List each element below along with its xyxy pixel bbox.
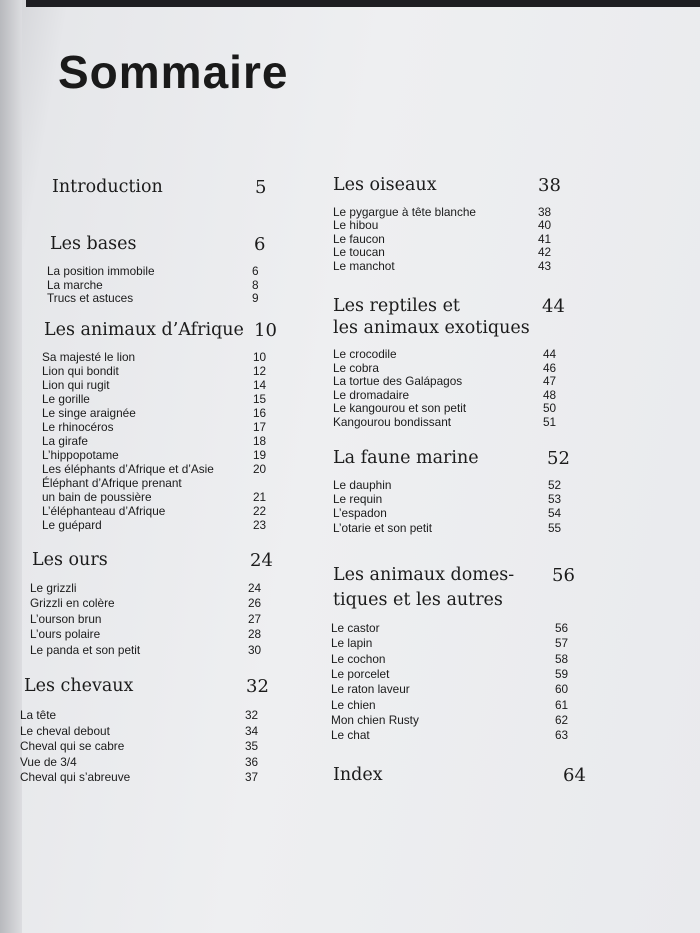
toc-entry: [30, 642, 262, 657]
toc-entry-label: La marche: [47, 277, 103, 292]
toc-entry-label: Le toucan: [333, 245, 385, 260]
toc-entry-label: Le cochon: [331, 651, 386, 666]
toc-entry-page: 16: [253, 406, 267, 420]
section-heading-introduction: [52, 177, 267, 198]
toc-entry-label: Le dromadaire: [333, 387, 410, 402]
section-page-number: 52: [547, 448, 570, 469]
toc-entry-page: 15: [253, 392, 267, 406]
toc-entry-page: 8: [252, 277, 259, 292]
toc-entry-page: 44: [543, 347, 557, 361]
toc-entry: [333, 506, 562, 521]
toc-entry-page: 55: [548, 520, 562, 535]
section-heading-les-chevaux: [24, 676, 269, 697]
toc-entry: [20, 708, 259, 722]
toc-entry-page: 42: [538, 245, 552, 260]
toc-entry: [331, 728, 569, 743]
toc-entry: [42, 406, 267, 420]
toc-entry-label: Le lapin: [331, 636, 373, 651]
toc-entry-page: 18: [253, 434, 267, 448]
section-title: Les chevaux: [24, 676, 134, 696]
section-page-number: 32: [246, 676, 269, 697]
toc-entry: [331, 621, 569, 635]
toc-entry-page: 59: [555, 666, 569, 681]
toc-entry-label: Le hibou: [333, 218, 379, 233]
toc-entry: [47, 291, 259, 306]
section-page-number: 5: [255, 177, 267, 198]
toc-entry: [333, 478, 562, 492]
section-page-number: 6: [254, 234, 266, 255]
section-title: Les oiseaux: [333, 175, 437, 195]
toc-entry-label: La tête: [20, 708, 57, 722]
toc-entry: [42, 350, 267, 364]
toc-entry-page: 48: [543, 387, 557, 402]
toc-entry-page: 56: [555, 621, 569, 635]
section-page-number: 38: [538, 175, 561, 196]
toc-entry-label: Kangourou bondissant: [333, 415, 452, 429]
section-heading-les-oiseaux: [333, 175, 561, 196]
toc-entry: [333, 258, 552, 273]
toc-entry-page: 60: [555, 682, 569, 697]
toc-entry-page: 41: [538, 231, 552, 246]
toc-entry-label: Le crocodile: [333, 347, 397, 361]
toc-entry: [20, 754, 259, 769]
section-heading-les-animaux-domes: [333, 565, 575, 586]
toc-entry-page: 30: [248, 642, 262, 657]
toc-entry: [42, 392, 267, 406]
toc-entry-label: Lion qui rugit: [42, 378, 110, 392]
section-heading-continued: les animaux exotiques: [333, 318, 530, 338]
toc-entry-page: 52: [548, 478, 562, 492]
toc-entry-page: 24: [248, 581, 262, 595]
toc-entry-label: Le chat: [331, 728, 370, 743]
section-title: Introduction: [52, 177, 163, 197]
toc-entry: [42, 462, 267, 476]
toc-entry-page: 28: [248, 627, 262, 642]
toc-entry-label: Le singe araignée: [42, 406, 136, 420]
toc-entry-page: 21: [253, 490, 267, 504]
toc-entry-label: Le chien: [331, 697, 376, 712]
toc-entry: [331, 682, 569, 697]
toc-entry-label: Le rhinocéros: [42, 420, 114, 434]
toc-entry-page: 10: [253, 350, 267, 364]
toc-entry: [333, 205, 552, 219]
toc-entry-label: Sa majesté le lion: [42, 350, 136, 364]
toc-entry-page: 12: [253, 364, 267, 378]
toc-entry: [42, 518, 267, 532]
toc-entry-page: 40: [538, 218, 552, 233]
section-title: La faune marine: [333, 448, 479, 468]
toc-entry-label: Le grizzli: [30, 581, 77, 595]
toc-entry-page: 34: [245, 723, 259, 738]
toc-entry-page: 36: [245, 754, 259, 769]
toc-entry-label: L’otarie et son petit: [333, 520, 433, 535]
toc-entry-label: Le requin: [333, 492, 383, 507]
toc-entry: [333, 492, 562, 507]
section-page-number: 24: [250, 550, 273, 571]
toc-entry: [333, 401, 557, 416]
toc-entry: [331, 712, 569, 727]
toc-entry-label: L’hippopotame: [42, 448, 119, 462]
toc-entry: [42, 476, 182, 490]
toc-entry-page: 57: [555, 636, 569, 651]
toc-entry-label: Le dauphin: [333, 478, 392, 492]
toc-entry-label: Le porcelet: [331, 666, 390, 681]
toc-entry: [30, 581, 262, 595]
toc-entry-page: 51: [543, 415, 557, 429]
section-heading-les-animaux-d-afrique: [44, 320, 277, 341]
toc-entry: [42, 490, 267, 504]
toc-entry: [30, 627, 262, 642]
toc-entry-label: Le gorille: [42, 392, 90, 406]
section-title: Les bases: [50, 234, 137, 254]
book-spine-edge: [0, 0, 22, 933]
toc-entry-label: Le pygargue à tête blanche: [333, 205, 476, 219]
toc-entry: [42, 434, 267, 448]
toc-entry: [331, 636, 569, 651]
toc-entry: [331, 651, 569, 666]
toc-entry-page: 62: [555, 712, 569, 727]
toc-entry: [30, 596, 262, 611]
section-heading-les-bases: [50, 234, 266, 255]
toc-entry-page: 58: [555, 651, 569, 666]
toc-entry-label: Le cheval debout: [20, 723, 110, 738]
toc-entry-page: 23: [253, 518, 267, 532]
toc-entry-page: 50: [543, 401, 557, 416]
toc-entry-label: L’ourson brun: [30, 611, 102, 626]
toc-entry: [333, 520, 562, 535]
toc-entry: [42, 364, 267, 378]
toc-entry: [333, 347, 557, 361]
toc-entry: [333, 360, 557, 375]
toc-entry-page: 14: [253, 378, 267, 392]
toc-entry-page: 9: [252, 291, 259, 306]
toc-entry: [47, 277, 259, 292]
section-heading-la-faune-marine: [333, 448, 570, 469]
section-title: Les animaux d’Afrique: [44, 320, 244, 340]
toc-entry-label: Le faucon: [333, 231, 385, 246]
toc-entry-page: 46: [543, 360, 557, 375]
section-title: Les animaux domes-: [333, 565, 515, 585]
section-heading-index: [333, 765, 586, 786]
toc-entry: [20, 739, 259, 754]
section-page-number: 44: [542, 296, 565, 317]
section-page-number: 56: [552, 565, 575, 586]
page-title: Sommaire: [58, 46, 289, 98]
top-dark-edge: [26, 0, 700, 7]
toc-entry-page: 54: [548, 506, 562, 521]
section-title: Index: [333, 765, 383, 785]
toc-entry: [20, 723, 259, 738]
toc-entry-page: 47: [543, 374, 557, 389]
toc-entry-page: 27: [248, 611, 262, 626]
toc-entry-page: 32: [245, 708, 259, 722]
toc-entry-page: 20: [253, 462, 267, 476]
toc-entry: [30, 611, 262, 626]
toc-entry-label: un bain de poussière: [42, 490, 152, 504]
toc-entry-label: Le cobra: [333, 360, 379, 375]
toc-entry: [20, 770, 259, 785]
toc-entry: [333, 218, 552, 233]
section-page-number: 64: [563, 765, 586, 786]
toc-entry-label: L’espadon: [333, 506, 387, 521]
toc-entry: [333, 415, 557, 429]
toc-entry-page: 35: [245, 739, 259, 754]
toc-entry: [42, 504, 267, 518]
toc-entry-label: Le panda et son petit: [30, 642, 141, 657]
toc-entry: [47, 264, 259, 278]
toc-entry-label: Le manchot: [333, 258, 395, 273]
toc-entry-label: L’éléphanteau d’Afrique: [42, 504, 166, 518]
toc-entry: [333, 387, 557, 402]
toc-entry: [331, 697, 569, 712]
toc-entry-page: 37: [245, 770, 259, 785]
toc-entry-label: La position immobile: [47, 264, 155, 278]
toc-entry-label: Vue de 3/4: [20, 754, 77, 769]
toc-entry-label: La tortue des Galápagos: [333, 374, 463, 389]
section-heading-continued: tiques et les autres: [333, 590, 503, 610]
toc-entry-label: Le kangourou et son petit: [333, 401, 467, 416]
toc-entry-page: 38: [538, 205, 552, 219]
toc-entry-page: 53: [548, 492, 562, 507]
toc-entry-label: Les éléphants d’Afrique et d’Asie: [42, 462, 214, 476]
toc-entry-label: Cheval qui s’abreuve: [20, 770, 131, 785]
toc-entry-page: 6: [252, 264, 259, 278]
toc-entry-page: 19: [253, 448, 267, 462]
toc-entry-label: Éléphant d’Afrique prenant: [42, 476, 182, 490]
toc-entry: [42, 448, 267, 462]
toc-entry-label: Le raton laveur: [331, 682, 410, 697]
toc-entry: [333, 231, 552, 246]
toc-entry-label: Cheval qui se cabre: [20, 739, 125, 754]
toc-entry-label: Le castor: [331, 621, 380, 635]
toc-entry-label: L’ours polaire: [30, 627, 101, 642]
toc-entry-label: Le guépard: [42, 518, 102, 532]
section-title: Les reptiles et: [333, 296, 460, 316]
toc-entry-label: La girafe: [42, 434, 88, 448]
toc-entry: [42, 378, 267, 392]
toc-entry-label: Trucs et astuces: [47, 291, 134, 306]
section-title: Les ours: [32, 550, 108, 570]
toc-entry: [331, 666, 569, 681]
toc-entry-page: 17: [253, 420, 267, 434]
toc-entry-label: Mon chien Rusty: [331, 712, 419, 727]
toc-entry: [333, 245, 552, 260]
toc-entry-page: 61: [555, 697, 569, 712]
toc-entry-page: 22: [253, 504, 267, 518]
toc-entry-page: 63: [555, 728, 569, 743]
toc-entry-page: 43: [538, 258, 552, 273]
toc-entry-label: Grizzli en colère: [30, 596, 115, 611]
toc-entry-page: 26: [248, 596, 262, 611]
toc-entry: [333, 374, 557, 389]
section-heading-les-reptiles-et: [333, 296, 565, 317]
toc-entry-label: Lion qui bondit: [42, 364, 119, 378]
section-heading-les-ours: [32, 550, 273, 571]
section-page-number: 10: [254, 320, 277, 341]
toc-entry: [42, 420, 267, 434]
